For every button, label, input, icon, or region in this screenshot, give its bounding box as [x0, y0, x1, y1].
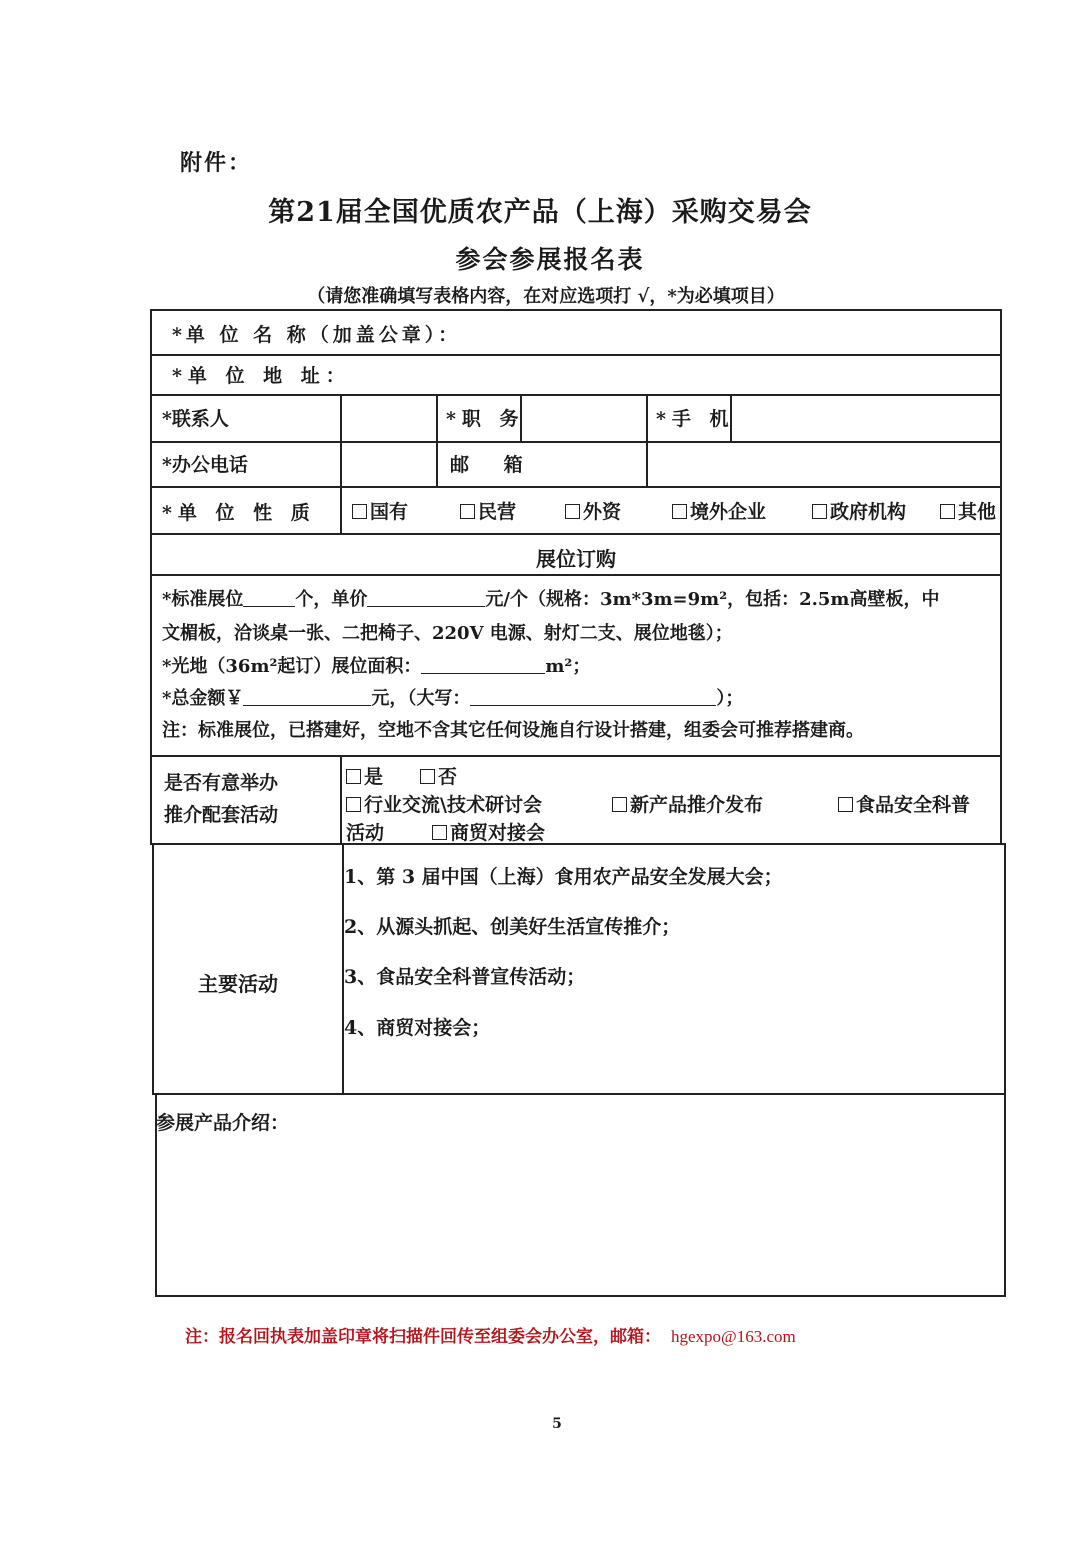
- table-line: [150, 354, 1002, 356]
- checkbox-icon[interactable]: [346, 797, 361, 812]
- checkbox-icon[interactable]: [940, 504, 955, 519]
- main-activity-item: 4、商贸对接会；: [344, 1017, 491, 1039]
- amount-in-words-field[interactable]: [470, 689, 716, 706]
- email-label: 邮 箱: [450, 454, 537, 476]
- activity-no-option[interactable]: 否: [420, 762, 457, 789]
- main-activity-item: 3、食品安全科普宣传活动；: [344, 966, 586, 988]
- total-amount-line: *总金额￥ 元，（大写： ）；: [162, 688, 744, 709]
- table-line: [150, 755, 1002, 757]
- table-line: [646, 394, 648, 486]
- table-line: [150, 574, 1002, 576]
- activity-question-line1: 是否有意举办: [164, 772, 279, 794]
- checkbox-icon[interactable]: [460, 504, 475, 519]
- table-line: [150, 533, 1002, 535]
- fill-instruction: （请您准确填写表格内容，在对应选项打 √，*为必填项目）: [307, 286, 785, 307]
- checkbox-icon[interactable]: [420, 769, 435, 784]
- form-subtitle: 参会参展报名表: [455, 245, 645, 274]
- nature-option-foreign[interactable]: 外资: [565, 497, 621, 524]
- total-amount-field[interactable]: [243, 689, 371, 706]
- contact-label: *联系人: [162, 408, 229, 430]
- checkbox-icon[interactable]: [352, 504, 367, 519]
- unit-price-field[interactable]: [367, 590, 485, 607]
- checkbox-icon[interactable]: [565, 504, 580, 519]
- activity-option-trade-matching[interactable]: 商贸对接会: [432, 818, 545, 845]
- document-title: 第21届全国优质农产品（上海）采购交易会: [268, 197, 812, 228]
- standard-booth-line-2: 文楣板，洽谈桌一张、二把椅子、220V 电源、射灯二支、展位地毯）；: [162, 623, 733, 644]
- nature-option-government[interactable]: 政府机构: [812, 497, 906, 524]
- nature-option-overseas[interactable]: 境外企业: [672, 497, 766, 524]
- page-number: 5: [552, 1416, 562, 1432]
- main-activities-label: 主要活动: [198, 972, 278, 996]
- table-line: [155, 1295, 1006, 1297]
- table-line: [1004, 843, 1006, 1297]
- footer-email: hgexpo@163.com: [671, 1327, 796, 1346]
- unit-nature-label: *单 位 性 质: [162, 502, 316, 524]
- raw-space-area-field[interactable]: [421, 657, 545, 674]
- attachment-label: 附件：: [180, 150, 253, 176]
- office-phone-label: *办公电话: [162, 454, 248, 476]
- footer-note: 注：报名回执表加盖印章将扫描件回传至组委会办公室，邮箱： hgexpo@163.com: [185, 1327, 796, 1347]
- table-line: [152, 1093, 1006, 1095]
- nature-option-state[interactable]: 国有: [352, 497, 408, 524]
- table-line: [1000, 309, 1002, 845]
- table-line: [150, 309, 1002, 311]
- activity-question-line2: 推介配套活动: [164, 804, 279, 826]
- standard-booth-line: *标准展位 个，单价 元/个（规格：3m*3m=9m²，包括：2.5m高壁板，中: [162, 589, 940, 610]
- nature-option-private[interactable]: 民营: [460, 497, 516, 524]
- booth-order-header: 展位订购: [536, 547, 616, 571]
- activity-option-product-launch[interactable]: 新产品推介发布: [612, 790, 763, 817]
- raw-space-line: *光地（36m²起订）展位面积： m²；: [162, 656, 591, 677]
- table-line: [436, 394, 438, 486]
- table-line: [340, 394, 342, 533]
- activity-option-industry-exchange[interactable]: 行业交流\技术研讨会: [346, 790, 542, 817]
- table-line: [340, 755, 342, 845]
- main-activity-item: 1、第 3 届中国（上海）食用农产品安全发展大会；: [344, 866, 783, 888]
- nature-option-other[interactable]: 其他: [940, 497, 996, 524]
- table-line: [152, 843, 154, 1095]
- checkbox-icon[interactable]: [672, 504, 687, 519]
- checkbox-icon[interactable]: [838, 797, 853, 812]
- table-line: [150, 394, 1002, 396]
- activity-option-food-safety-cont: 活动: [346, 822, 385, 844]
- table-line: [150, 441, 1002, 443]
- table-line: [150, 309, 152, 845]
- booth-count-field[interactable]: [243, 590, 295, 607]
- checkbox-icon[interactable]: [812, 504, 827, 519]
- checkbox-icon[interactable]: [346, 769, 361, 784]
- checkbox-icon[interactable]: [612, 797, 627, 812]
- main-activity-item: 2、从源头抓起、创美好生活宣传推介；: [344, 916, 681, 938]
- booth-note: 注：标准展位，已搭建好，空地不含其它任何设施自行设计搭建，组委会可推荐搭建商。: [162, 720, 864, 741]
- checkbox-icon[interactable]: [432, 825, 447, 840]
- table-line: [150, 486, 1002, 488]
- activity-yes-option[interactable]: 是: [346, 762, 383, 789]
- product-intro-label: 参展产品介绍：: [156, 1112, 290, 1134]
- unit-address-label: *单 位 地 址：: [172, 365, 351, 387]
- mobile-label: *手 机: [656, 408, 735, 430]
- position-label: *职 务: [446, 408, 525, 430]
- unit-name-label: *单 位 名 称（加盖公章）：: [172, 324, 462, 346]
- table-line: [152, 843, 1004, 845]
- activity-option-food-safety[interactable]: 食品安全科普: [838, 790, 970, 817]
